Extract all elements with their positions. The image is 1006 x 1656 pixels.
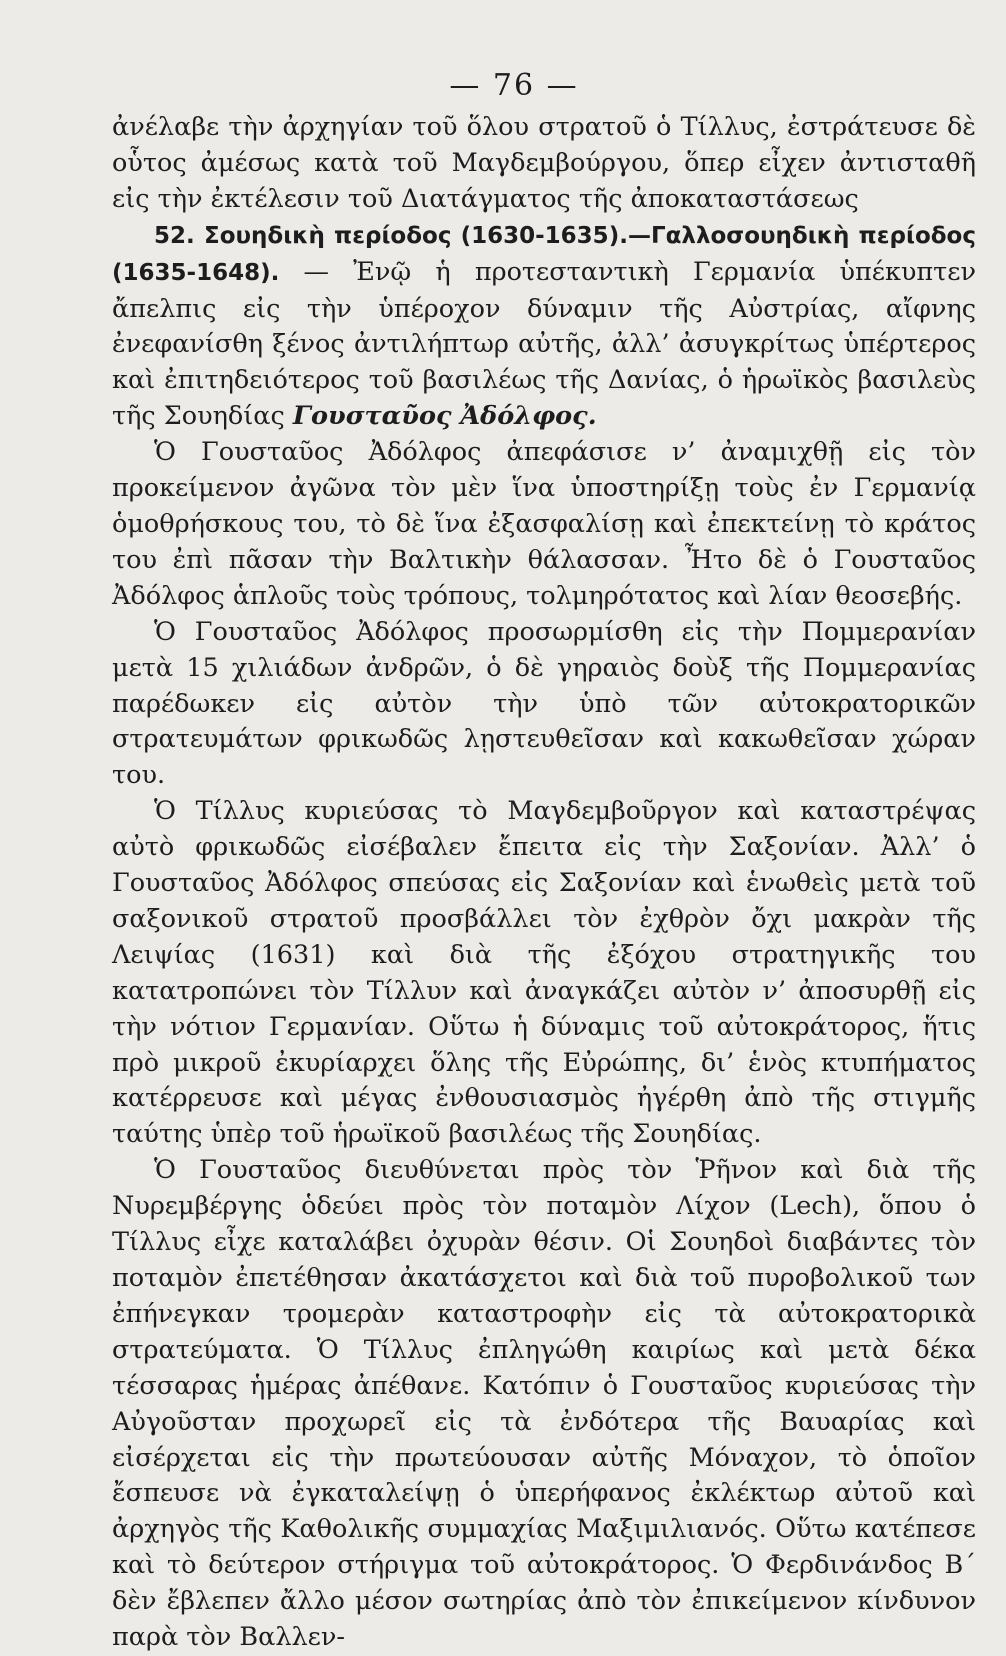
body-text xyxy=(112,110,976,1656)
paragraph: Ὁ Γουσταῦος διευθύνεται πρὸς τὸν Ῥῆνον καὶ διὰ τῆς Νυρεμβέργης ὁδεύει πρὸς τὸν ποταμὸν Λίχον (Lech), ὅπου ὁ Τίλλυς εἶχε καταλάβει ὀχυρὰν θέσιν. Οἱ Σουηδοὶ διαβάντες τὸν ποταμὸν ἐπετέθησαν ἀκατάσχετοι καὶ διὰ τοῦ πυροβολικοῦ των ἐπήνεγκαν τρομερὰν καταστροφὴν εἰς τὰ αὐτοκρατορικὰ στρατεύματα. Ὁ Τίλλυς ἐπληγώθη καιρίως καὶ μετὰ δέκα τέσσαρας ἡμέρας ἀπέθανε. Κατόπιν ὁ Γουσταῦος κυριεύσας τὴν Αὐγοῦσταν προχωρεῖ εἰς τὰ ἐνδότερα τῆς Βαυαρίας καὶ εἰσέρχεται εἰς τὴν πρωτεύουσαν αὐτῆς Μόναχον, τὸ ὁποῖον ἔσπευσε νὰ ἐγκαταλείψῃ ὁ ὑπερήφανος ἐκλέκτωρ αὐτοῦ καὶ ἀρχηγὸς τῆς Καθολικῆς συμμαχίας Μαξιμιλιανός. Οὕτω κατέπεσε καὶ τὸ δεύτερον στήριγμα τοῦ αὐτοκράτορος. Ὁ Φερδινάνδος Β΄ δὲν ἔβλεπεν ἄλλο μέσον σωτηρίας ἀπὸ τὸν ἐπικείμενον κίνδυνον παρὰ τὸν Βαλλεν- xyxy=(112,1155,976,1653)
paragraph: Ὁ Γουσταῦος Ἀδόλφος ἀπεφάσισε ν’ ἀναμιχθῇ εἰς τὸν προκείμενον ἀγῶνα τὸν μὲν ἵνα ὑποστηρίξῃ τοὺς ἐν Γερμανίᾳ ὁμοθρήσκους του, τὸ δὲ ἵνα ἐξασφαλίσῃ καὶ ἐπεκτείνῃ τὸ κράτος του ἐπὶ πᾶσαν τὴν Βαλτικὴν θάλασσαν. Ἦτο δὲ ὁ Γουσταῦος Ἀδόλφος ἁπλοῦς τοὺς τρόπους, τολμηρότατος καὶ λίαν θεοσεβής. xyxy=(112,437,976,611)
section-paragraph xyxy=(112,218,976,435)
section-text: — Ἐνῷ ἡ προτεσταντικὴ Γερμανία ὑπέκυπτεν ἄπελπις εἰς τὴν ὑπέροχον δύναμιν τῆς Αὐστρίας, αἴφνης ἐνεφανίσθη ξένος ἀντιλήπτωρ αὐτῆς, ἀλλ’ ἀσυγκρίτως ὑπέρτερος καὶ ἐπιτηδειότερος τοῦ βασιλέως τῆς Δανίας, ὁ ἡρωϊκὸς βασιλεὺς τῆς Σουηδίας xyxy=(112,256,977,432)
page-number: — 76 — xyxy=(449,68,579,103)
paragraph: Ὁ Τίλλυς κυριεύσας τὸ Μαγδεμβοῦργον καὶ καταστρέψας αὐτὸ φρικωδῶς εἰσέβαλεν ἔπειτα εἰς τὴν Σαξονίαν. Ἀλλ’ ὁ Γουσταῦος Ἀδόλφος σπεύσας εἰς Σαξονίαν καὶ ἑνωθεὶς μετὰ τοῦ σαξονικοῦ στρατοῦ προσβάλλει τὸν ἐχθρὸν ὄχι μακρὰν τῆς Λειψίας (1631) καὶ διὰ τῆς ἐξόχου στρατηγικῆς του κατατροπώνει τὸν Τίλλυν καὶ ἀναγκάζει αὐτὸν ν’ ἀποσυρθῇ εἰς τὴν νότιον Γερμανίαν. Οὕτω ἡ δύναμις τοῦ αὐτοκράτορος, ἥτις πρὸ μικροῦ ἐκυρίαρχει ὅλης τῆς Εὐρώπης, δι’ ἑνὸς κτυπήματος κατέρρευσε καὶ μέγας ἐνθουσιασμὸς ἠγέρθη ἀπὸ τῆς στιγμῆς ταύτης ὑπὲρ τοῦ ἡρωϊκοῦ βασιλέως τῆς Σουηδίας. xyxy=(112,796,976,1150)
section-heading: Σουηδικὴ περίοδος (1630-1635).—Γαλλοσουηδικὴ περίοδος (1635-1648). xyxy=(112,222,976,286)
paragraph: Ὁ Γουσταῦος Ἀδόλφος προσωρμίσθη εἰς τὴν Πομμερανίαν μετὰ 15 χιλιάδων ἀνδρῶν, ὁ δὲ γηραιὸς δοὺξ τῆς Πομμερανίας παρέδωκεν εἰς αὐτὸν τὴν ὑπὸ τῶν αὐτοκρατορικῶν στρατευμάτων φρικωδῶς λῃστευθεῖσαν καὶ κακωθεῖσαν χώραν του. xyxy=(112,616,976,791)
section-number: 52. xyxy=(154,222,195,249)
emphasized-name: Γουσταῦος Ἀδόλφος. xyxy=(292,401,597,432)
opening-paragraph: ἀνέλαβε τὴν ἀρχηγίαν τοῦ ὅλου στρατοῦ ὁ Τίλλυς, ἐστράτευσε δὲ οὗτος ἀμέσως κατὰ τοῦ Μαγδεμβούργου, ὅπερ εἶχεν ἀντισταθῆ εἰς τὴν ἐκτέλεσιν τοῦ Διατάγματος τῆς ἀποκαταστάσεως xyxy=(112,112,976,214)
